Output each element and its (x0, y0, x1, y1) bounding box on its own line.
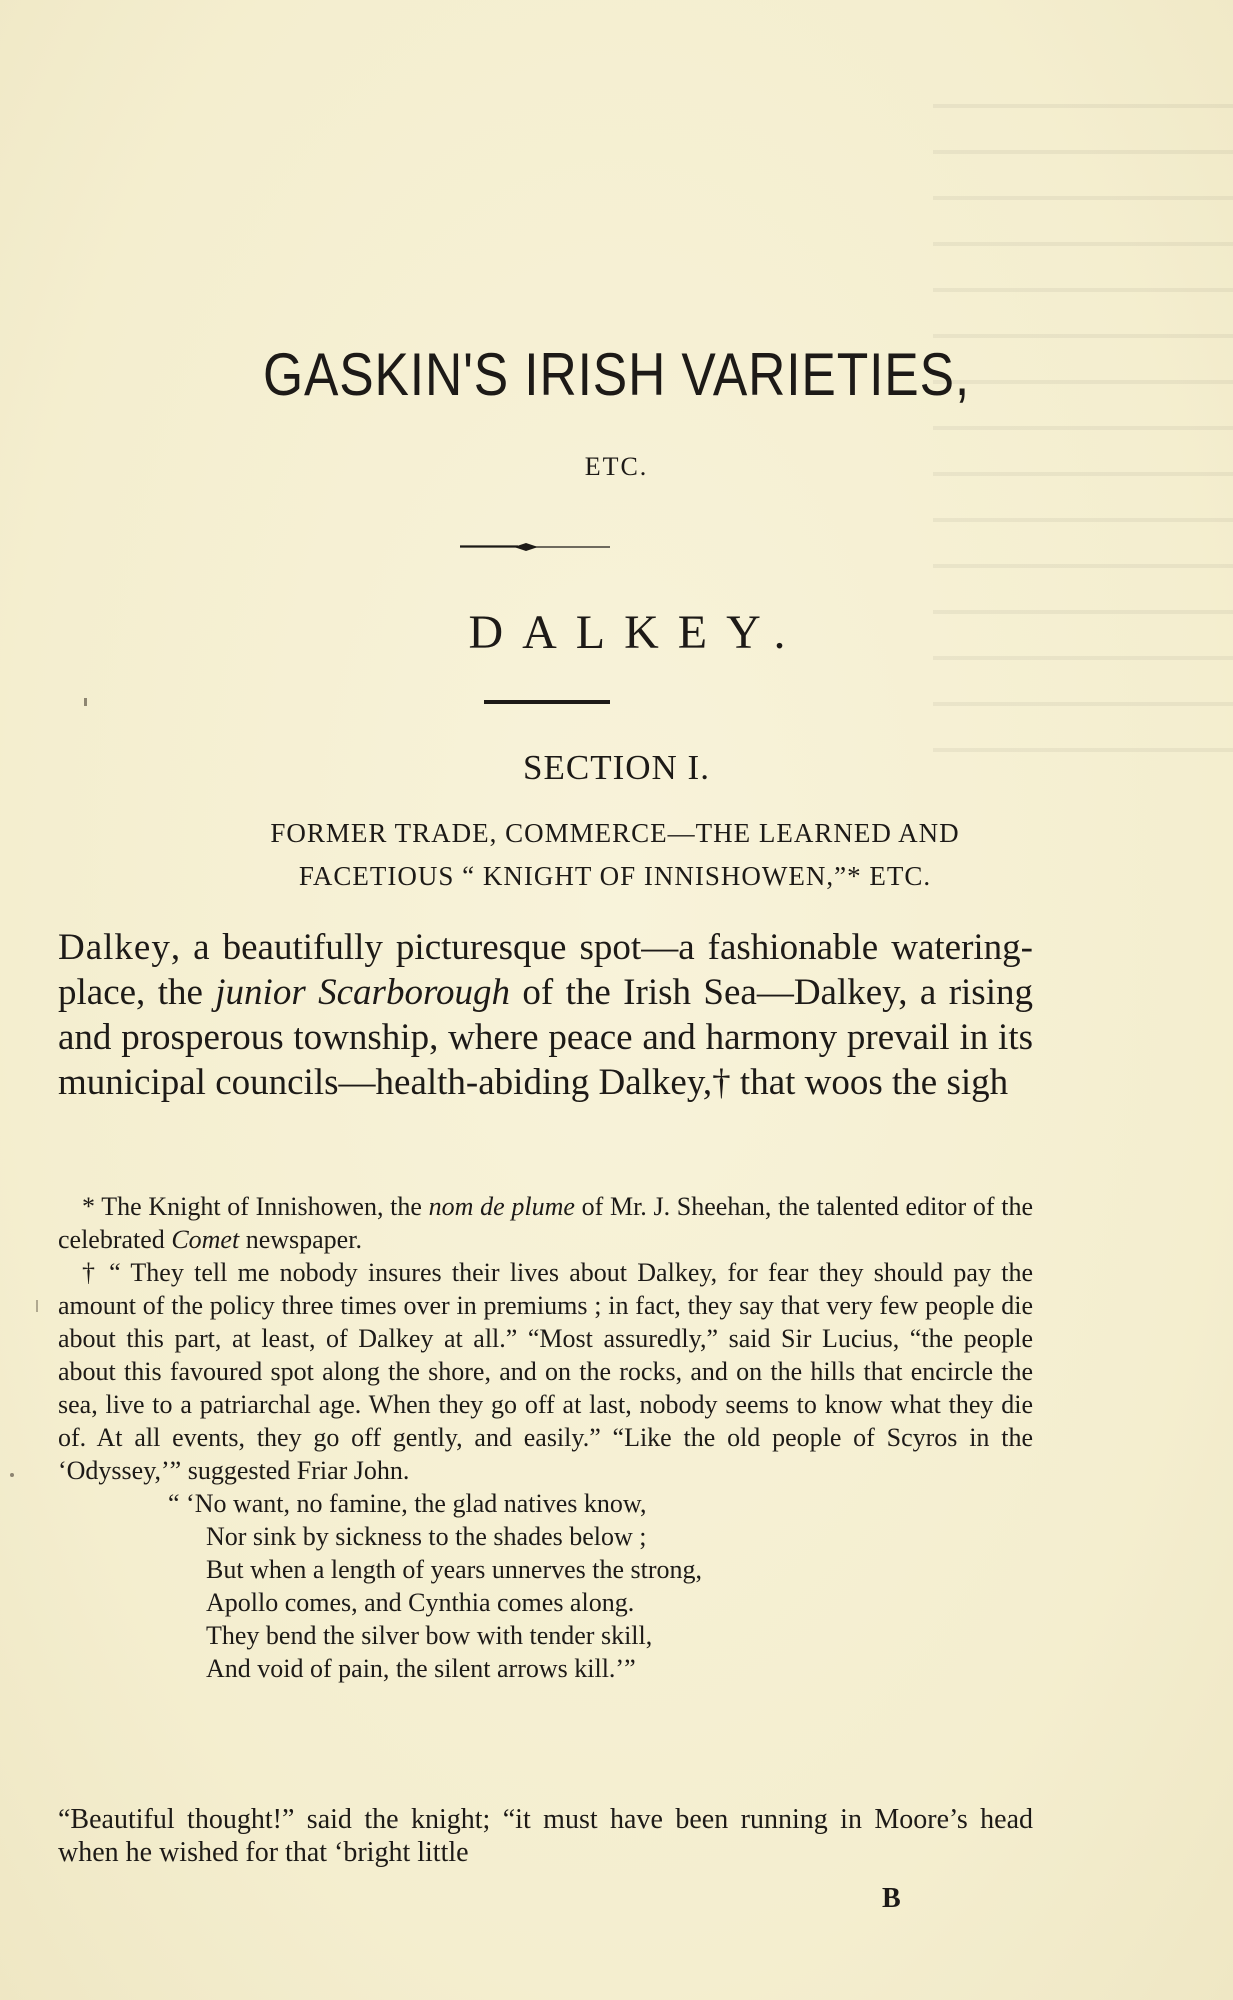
section-subtitle-line-1: FORMER TRADE, COMMERCE—THE LEARNED AND (270, 818, 960, 848)
ink-speck (36, 1300, 38, 1312)
heading-rule (484, 700, 610, 704)
body-text-2: of the Irish Sea—Dalkey, a rising and prosperous township, where peace and harmony prevail in its municipal councils—health-abiding Dalkey,† that woos the sigh (58, 972, 1033, 1103)
footnote-1-italic-2: Comet (171, 1225, 240, 1254)
title-etc: ETC. (584, 452, 649, 481)
page-title: GASKIN'S IRISH VARIETIES, (262, 341, 971, 408)
ink-speck (84, 698, 87, 706)
footnote-1-text-b: of Mr. J. Sheehan, the talented editor of the celebrated (58, 1192, 1034, 1254)
section-subtitle (70, 812, 1160, 898)
show-through-texture (933, 70, 1233, 770)
opening-word: Dalkey (58, 927, 171, 968)
section-subtitle-line-2: FACETIOUS “ KNIGHT OF INNISHOWEN,”* ETC. (298, 861, 932, 891)
ink-speck (10, 1473, 14, 1477)
verse-line: Apollo comes, and Cynthia comes along. (206, 1588, 635, 1617)
signature-mark: B (882, 1883, 901, 1914)
body-italic-phrase: junior Scarborough (215, 972, 510, 1013)
verse-line: “ ‘No want, no famine, the glad natives know, (168, 1489, 647, 1518)
verse-line: Nor sink by sickness to the shades below ; (206, 1522, 647, 1551)
section-number: SECTION I. (523, 748, 710, 787)
body-text-1: , a beautifully picturesque spot—a fashionable watering-place, the (58, 927, 1033, 1013)
verse-line: They bend the silver bow with tender skill, (206, 1621, 653, 1650)
footnote-knight (58, 1190, 1033, 1256)
verse-quotation (168, 1487, 1033, 1685)
verse-line: And void of pain, the silent arrows kill.’” (206, 1654, 636, 1683)
continuation-text: “Beautiful thought!” said the knight; “it must have been running in Moore’s head when he wished for that ‘bright little (58, 1804, 1033, 1868)
footnote-dagger: † “ They tell me nobody insures their lives about Dalkey, for fear they should pay the amount of the policy three times over in premiums ; in fact, they say that very few people die about this part, at least, of Dalkey at all.” “Most assuredly,” said Sir Lucius, “the people about this favoured spot along the shore, and on the rocks, and on the hills that encircle the sea, live to a patriarchal age. When they go off at last, nobody seems to know what they die of. At all events, they go off gently, and easily.” “Like the old people of Scyros in the ‘Odyssey,’” suggested Friar John. (58, 1258, 1033, 1485)
ornament-divider (460, 540, 610, 554)
footnote-1-italic: nom de plume (428, 1192, 575, 1221)
verse-line: But when a length of years unnerves the strong, (206, 1555, 703, 1584)
footnote-1-text-a: * The Knight of Innishowen, the (82, 1192, 429, 1221)
footnote-1-text-c: newspaper. (239, 1225, 362, 1254)
body-paragraph (58, 925, 1033, 1105)
footnotes (58, 1190, 1033, 1685)
chapter-heading: DALKEY. (468, 606, 805, 659)
